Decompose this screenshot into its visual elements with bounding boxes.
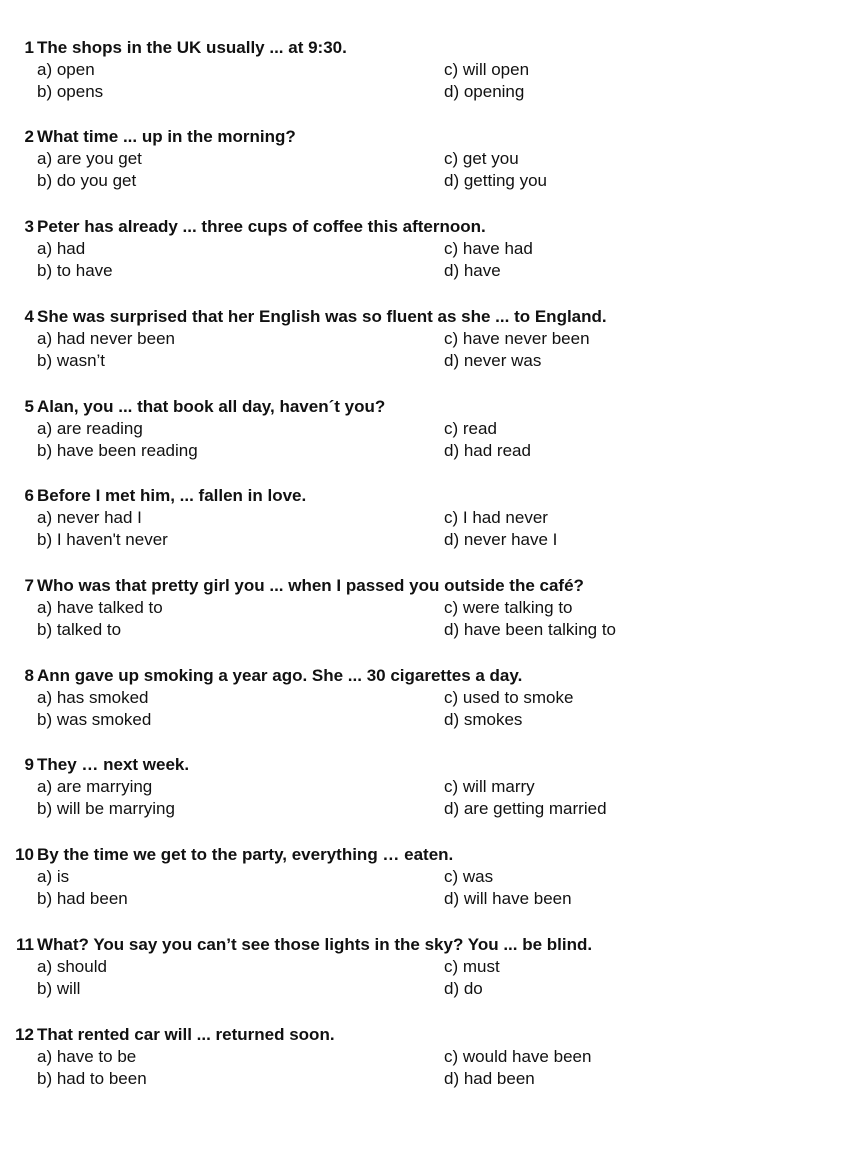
option-a: a) has smoked xyxy=(37,688,149,707)
option-a: a) have to be xyxy=(37,1047,137,1066)
option-d: d) have xyxy=(444,261,501,280)
question-1 xyxy=(0,37,864,107)
question-number: 7 xyxy=(24,576,34,595)
option-a: a) should xyxy=(37,957,107,976)
option-b: b) had been xyxy=(37,889,128,908)
option-c: c) read xyxy=(444,419,497,438)
question-text: Ann gave up smoking a year ago. She ... 30 cigarettes a day. xyxy=(37,666,523,685)
question-2 xyxy=(0,126,864,196)
option-b: b) talked to xyxy=(37,620,122,639)
option-c: c) was xyxy=(444,867,494,886)
question-number: 9 xyxy=(24,755,34,774)
question-9 xyxy=(0,754,864,824)
option-d: d) have been talking to xyxy=(444,620,617,639)
option-a: a) are marrying xyxy=(37,777,153,796)
question-12 xyxy=(0,1024,864,1094)
question-text: Peter has already ... three cups of coffee this afternoon. xyxy=(37,217,486,236)
option-b: b) opens xyxy=(37,82,104,101)
option-c: c) I had never xyxy=(444,508,548,527)
option-a: a) had xyxy=(37,239,86,258)
question-text: What time ... up in the morning? xyxy=(37,127,296,146)
question-text: Who was that pretty girl you ... when I passed you outside the café? xyxy=(37,576,584,595)
question-number: 12 xyxy=(15,1025,34,1044)
question-text: Alan, you ... that book all day, haven´t you? xyxy=(37,397,386,416)
option-b: b) will be marrying xyxy=(37,799,175,818)
option-b: b) to have xyxy=(37,261,113,280)
option-c: c) will marry xyxy=(444,777,535,796)
question-4 xyxy=(0,306,864,376)
question-text: The shops in the UK usually ... at 9:30. xyxy=(37,38,347,57)
option-a: a) is xyxy=(37,867,70,886)
option-c: c) were talking to xyxy=(444,598,573,617)
option-d: d) will have been xyxy=(444,889,572,908)
option-d: d) had been xyxy=(444,1069,535,1088)
option-d: d) getting you xyxy=(444,171,548,190)
option-c: c) must xyxy=(444,957,500,976)
option-b: b) have been reading xyxy=(37,441,198,460)
question-5 xyxy=(0,396,864,466)
option-a: a) are reading xyxy=(37,419,143,438)
option-c: c) have never been xyxy=(444,329,590,348)
question-number: 11 xyxy=(16,935,34,954)
option-c: c) used to smoke xyxy=(444,688,574,707)
option-a: a) open xyxy=(37,60,95,79)
option-b: b) will xyxy=(37,979,81,998)
option-b: b) was smoked xyxy=(37,710,152,729)
option-a: a) have talked to xyxy=(37,598,163,617)
question-10 xyxy=(0,844,864,914)
question-3 xyxy=(0,216,864,286)
option-a: a) had never been xyxy=(37,329,175,348)
option-d: d) never have I xyxy=(444,530,558,549)
question-number: 4 xyxy=(24,307,34,326)
option-d: d) smokes xyxy=(444,710,523,729)
option-d: d) had read xyxy=(444,441,531,460)
option-b: b) do you get xyxy=(37,171,137,190)
question-number: 2 xyxy=(24,127,34,146)
option-c: c) have had xyxy=(444,239,533,258)
option-d: d) never was xyxy=(444,351,542,370)
question-text: By the time we get to the party, everything … eaten. xyxy=(37,845,454,864)
option-d: d) opening xyxy=(444,82,525,101)
question-number: 10 xyxy=(15,845,34,864)
question-6 xyxy=(0,485,864,555)
option-a: a) never had I xyxy=(37,508,142,527)
question-number: 6 xyxy=(24,486,34,505)
question-text: What? You say you can’t see those lights in the sky? You ... be blind. xyxy=(37,935,593,954)
option-a: a) are you get xyxy=(37,149,142,168)
option-d: d) are getting married xyxy=(444,799,607,818)
question-text: Before I met him, ... fallen in love. xyxy=(37,486,307,505)
option-b: b) wasn’t xyxy=(37,351,106,370)
question-number: 5 xyxy=(24,397,34,416)
question-text: She was surprised that her English was so fluent as she ... to England. xyxy=(37,307,607,326)
question-text: That rented car will ... returned soon. xyxy=(37,1025,335,1044)
option-c: c) would have been xyxy=(444,1047,592,1066)
option-c: c) will open xyxy=(444,60,530,79)
option-b: b) had to been xyxy=(37,1069,147,1088)
question-number: 3 xyxy=(24,217,34,236)
option-c: c) get you xyxy=(444,149,519,168)
option-b: b) I haven't never xyxy=(37,530,168,549)
option-d: d) do xyxy=(444,979,483,998)
question-number: 1 xyxy=(24,38,34,57)
question-text: They … next week. xyxy=(37,755,190,774)
question-number: 8 xyxy=(24,666,34,685)
question-8 xyxy=(0,665,864,735)
question-11 xyxy=(0,934,864,1004)
question-7 xyxy=(0,575,864,645)
